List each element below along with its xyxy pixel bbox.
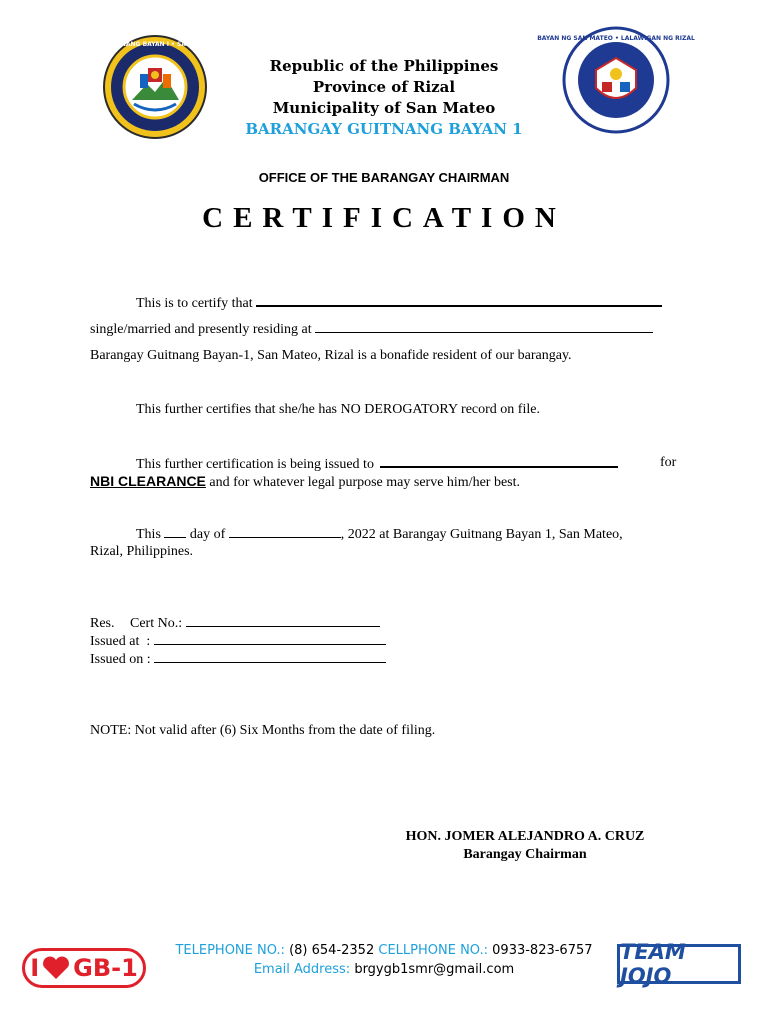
- p1-line2: [90, 320, 653, 339]
- res-cert-row: [90, 614, 380, 633]
- team-jojo-badge: [617, 940, 741, 988]
- header-republic: Republic of the Philippines: [269, 57, 499, 75]
- p4-line1: [136, 525, 623, 544]
- p1-certify-text: This is to certify that: [136, 296, 253, 311]
- name-blank: [256, 293, 662, 307]
- seal-right-ring-text: BAYAN NG SAN MATEO • LALAWIGAN NG RIZAL: [537, 35, 695, 42]
- cert-no-blank: [186, 614, 380, 627]
- p1-residing-text: single/married and presently residing at: [90, 322, 312, 337]
- tel-label: TELEPHONE NO.:: [175, 943, 285, 958]
- header-barangay: BARANGAY GUITNANG BAYAN 1: [245, 120, 523, 138]
- signatory-name: HON. JOMER ALEJANDRO A. CRUZ: [405, 829, 645, 844]
- issued-on-row: [90, 650, 386, 669]
- purpose-nbi-clearance: NBI CLEARANCE: [90, 473, 206, 489]
- month-blank: [229, 525, 341, 538]
- p3-issued-to-text: This further certification is being issued to: [136, 457, 374, 472]
- day-blank: [164, 525, 186, 538]
- signatory-block: [380, 828, 670, 864]
- p4-line2: Rizal, Philippines.: [90, 544, 194, 559]
- heart-icon: [42, 956, 70, 980]
- p3-line1: [136, 454, 618, 474]
- cell-label: CELLPHONE NO.:: [378, 943, 489, 958]
- p3-purpose-rest: and for whatever legal purpose may serve him/her best.: [209, 475, 521, 490]
- tel-value: (8) 654-2352: [289, 943, 375, 958]
- signatory-title: Barangay Chairman: [463, 847, 587, 862]
- cell-value: 0933-823-6757: [492, 943, 593, 958]
- res-label: Res.: [90, 616, 115, 631]
- issued-at-label: Issued at :: [90, 634, 151, 649]
- email-label: Email Address:: [253, 962, 351, 977]
- badge-i: I: [30, 954, 40, 982]
- p3-for-text: for: [660, 455, 677, 470]
- header-municipality: Municipality of San Mateo: [272, 99, 496, 117]
- p1-line3: Barangay Guitnang Bayan-1, San Mateo, Rizal is a bonafide resident of our barangay.: [90, 348, 572, 363]
- address-blank: [315, 320, 653, 333]
- cert-no-label: Cert No.:: [130, 616, 183, 631]
- issued-on-label: Issued on :: [90, 652, 151, 667]
- p4-day-of: day of: [189, 527, 226, 542]
- document-title: CERTIFICATION: [202, 202, 566, 234]
- email-value: brgygb1smr@gmail.com: [354, 962, 515, 977]
- validity-note: NOTE: Not valid after (6) Six Months from the date of filing.: [90, 723, 436, 738]
- p1-line1: [136, 293, 662, 313]
- issued-at-blank: [154, 632, 386, 645]
- i-love-gb1-badge: [22, 948, 146, 988]
- team-jojo-text: TEAM JOJO: [620, 940, 686, 988]
- badge-gb1: GB-1: [73, 954, 138, 982]
- issued-at-row: [90, 632, 386, 651]
- issued-on-blank: [154, 650, 386, 663]
- issued-to-blank: [380, 454, 618, 468]
- p4-this: This: [136, 527, 161, 542]
- p2-no-derogatory: This further certifies that she/he has NO DEROGATORY record on file.: [136, 402, 540, 417]
- header-block: [0, 56, 768, 140]
- office-heading: OFFICE OF THE BARANGAY CHAIRMAN: [258, 170, 510, 185]
- seal-left-ring-text: BARANGAY GUITNANG BAYAN I • SAN MATEO • RIZAL: [65, 41, 245, 48]
- p4-year-place: , 2022 at Barangay Guitnang Bayan 1, San Mateo,: [340, 527, 623, 542]
- header-province: Province of Rizal: [312, 78, 456, 96]
- p3-line2: [90, 472, 520, 492]
